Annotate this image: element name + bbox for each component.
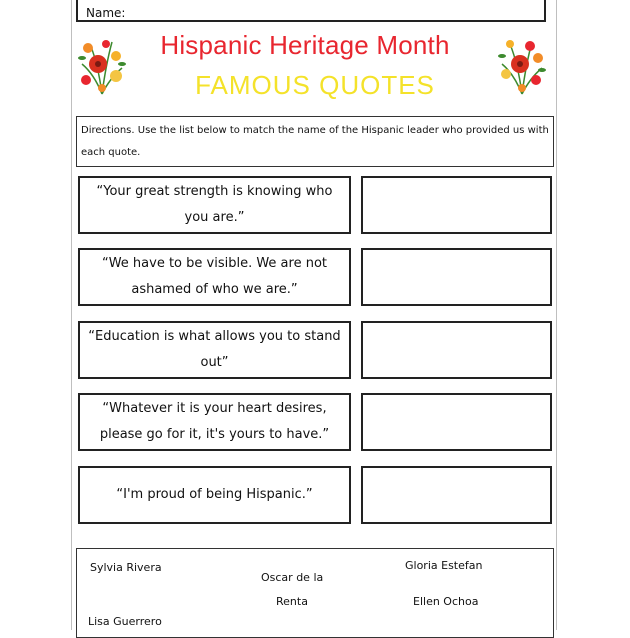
answer-box[interactable] <box>361 466 552 524</box>
quote-box: “Your great strength is knowing who you are.” <box>78 176 351 234</box>
name-field[interactable] <box>76 0 546 22</box>
leader-name: Oscar de la <box>261 571 324 584</box>
quote-box: “We have to be visible. We are not ashamed of who we are.” <box>78 248 351 306</box>
worksheet-subtitle: FAMOUS QUOTES <box>195 70 435 100</box>
directions-text: Directions. Use the list below to match the name of the Hispanic leader who provided us with each quote. <box>76 116 554 167</box>
worksheet-title: Hispanic Heritage Month <box>160 30 450 60</box>
page-margin-right <box>556 0 557 630</box>
answer-box[interactable] <box>361 176 552 234</box>
name-label: Name: <box>86 6 126 20</box>
leader-name: Renta <box>276 595 308 608</box>
leader-name: Sylvia Rivera <box>90 561 162 574</box>
leader-name: Lisa Guerrero <box>88 615 162 628</box>
answer-box[interactable] <box>361 248 552 306</box>
leader-name: Gloria Estefan <box>405 559 483 572</box>
page-margin-left <box>71 0 72 630</box>
quote-box: “Education is what allows you to stand out” <box>78 321 351 379</box>
quote-box: “Whatever it is your heart desires, please go for it, it's yours to have.” <box>78 393 351 451</box>
quote-box: “I'm proud of being Hispanic.” <box>78 466 351 524</box>
leader-name: Ellen Ochoa <box>413 595 479 608</box>
leader-name-list <box>76 548 554 638</box>
answer-box[interactable] <box>361 321 552 379</box>
answer-box[interactable] <box>361 393 552 451</box>
